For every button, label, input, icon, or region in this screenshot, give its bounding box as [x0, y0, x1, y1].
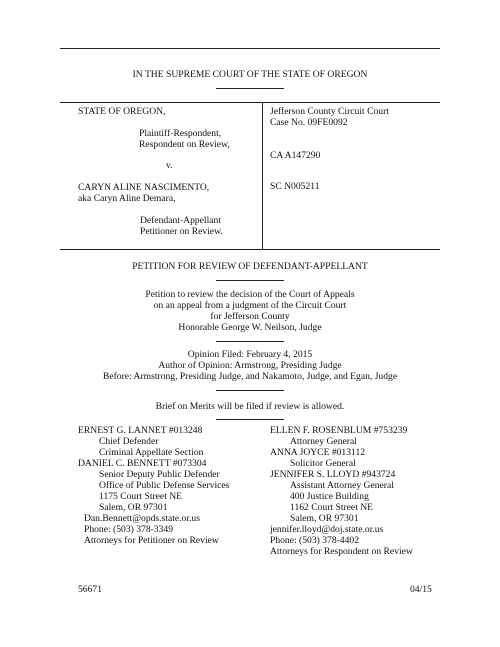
petitioner-attorney-1-title: Chief Defender: [99, 436, 159, 447]
top-rule: [60, 48, 440, 49]
defendant-role-review: Petitioner on Review.: [140, 226, 223, 237]
respondent-phone: Phone: (503) 378-4402: [270, 535, 359, 546]
petition-line-3: for Jefferson County: [210, 311, 290, 322]
petitioner-attorney-2: DANIEL C. BENNETT #073304: [78, 458, 207, 469]
footer-date: 04/15: [410, 584, 432, 595]
caption-bottom-rule: [60, 249, 440, 250]
plaintiff-name: STATE OF OREGON,: [78, 106, 166, 117]
petitioner-attorney-1: ERNEST G. LANNET #013248: [78, 425, 203, 436]
petitioner-office: Office of Public Defense Services: [99, 480, 230, 491]
caption-top-rule: [60, 102, 440, 103]
petitioner-attorney-2-title: Senior Deputy Public Defender: [99, 469, 220, 480]
petition-desc-underline: [216, 341, 284, 342]
respondent-attorney-2-title: Solicitor General: [290, 458, 356, 469]
caption-divider: [262, 102, 263, 249]
respondent-email: jennifer.lloyd@doj.state.or.us: [270, 524, 384, 535]
opinion-before: Before: Armstrong, Presiding Judge, and Nakamoto, Judge, and Egan, Judge: [102, 371, 398, 382]
petition-title: PETITION FOR REVIEW OF DEFENDANT-APPELLANT: [132, 261, 368, 272]
respondent-street: 1162 Court Street NE: [290, 502, 374, 513]
petition-title-underline: [216, 280, 284, 281]
petitioner-city: Salem, OR 97301: [99, 502, 168, 513]
brief-note: Brief on Merits will be filed if review is allowed.: [155, 401, 345, 412]
opinion-filed: Opinion Filed: February 4, 2015: [187, 349, 313, 360]
court-title-underline: [216, 88, 284, 89]
respondent-attorney-2: ANNA JOYCE #013112: [270, 447, 366, 458]
plaintiff-role: Plaintiff-Respondent,: [139, 128, 222, 139]
case-number: Case No. 09FE0092: [270, 117, 348, 128]
respondent-attorney-1: ELLEN F. ROSENBLUM #753239: [270, 425, 408, 436]
opinion-author: Author of Opinion: Armstrong, Presiding Judge: [158, 360, 342, 371]
respondent-attorney-1-title: Attorney General: [290, 436, 357, 447]
opinion-underline: [216, 390, 284, 391]
petition-line-4: Honorable George W. Neilson, Judge: [178, 322, 322, 333]
defendant-name: CARYN ALINE NASCIMENTO,: [78, 182, 210, 193]
brief-note-underline: [216, 419, 284, 420]
footer-number: 56671: [78, 584, 102, 595]
versus: v.: [166, 160, 173, 171]
respondent-attorney-3-title: Assistant Attorney General: [290, 480, 394, 491]
respondent-attorney-3: JENNIFER S. LLOYD #943724: [270, 469, 396, 480]
respondent-role: Attorneys for Respondent on Review: [270, 546, 413, 557]
defendant-role: Defendant-Appellant: [140, 215, 221, 226]
ca-number: CA A147290: [270, 150, 321, 161]
petitioner-phone: Phone: (503) 378-3349: [84, 524, 173, 535]
sc-number: SC N005211: [270, 181, 320, 192]
defendant-aka: aka Caryn Aline Demara,: [78, 193, 176, 204]
petitioner-role: Attorneys for Petitioner on Review: [84, 535, 219, 546]
respondent-building: 400 Justice Building: [290, 491, 369, 502]
court-title: IN THE SUPREME COURT OF THE STATE OF OREGON: [132, 69, 368, 80]
petitioner-street: 1175 Court Street NE: [99, 491, 183, 502]
circuit-court: Jefferson County Circuit Court: [270, 106, 389, 117]
petition-line-1: Petition to review the decision of the Court of Appeals: [145, 289, 355, 300]
petitioner-email: Dan.Bennett@opds.state.or.us: [84, 513, 200, 524]
respondent-city: Salem, OR 97301: [290, 513, 359, 524]
plaintiff-role-review: Respondent on Review,: [139, 139, 230, 150]
petitioner-attorney-1-section: Criminal Appellate Section: [99, 447, 204, 458]
petition-line-2: on an appeal from a judgment of the Circuit Court: [153, 300, 347, 311]
